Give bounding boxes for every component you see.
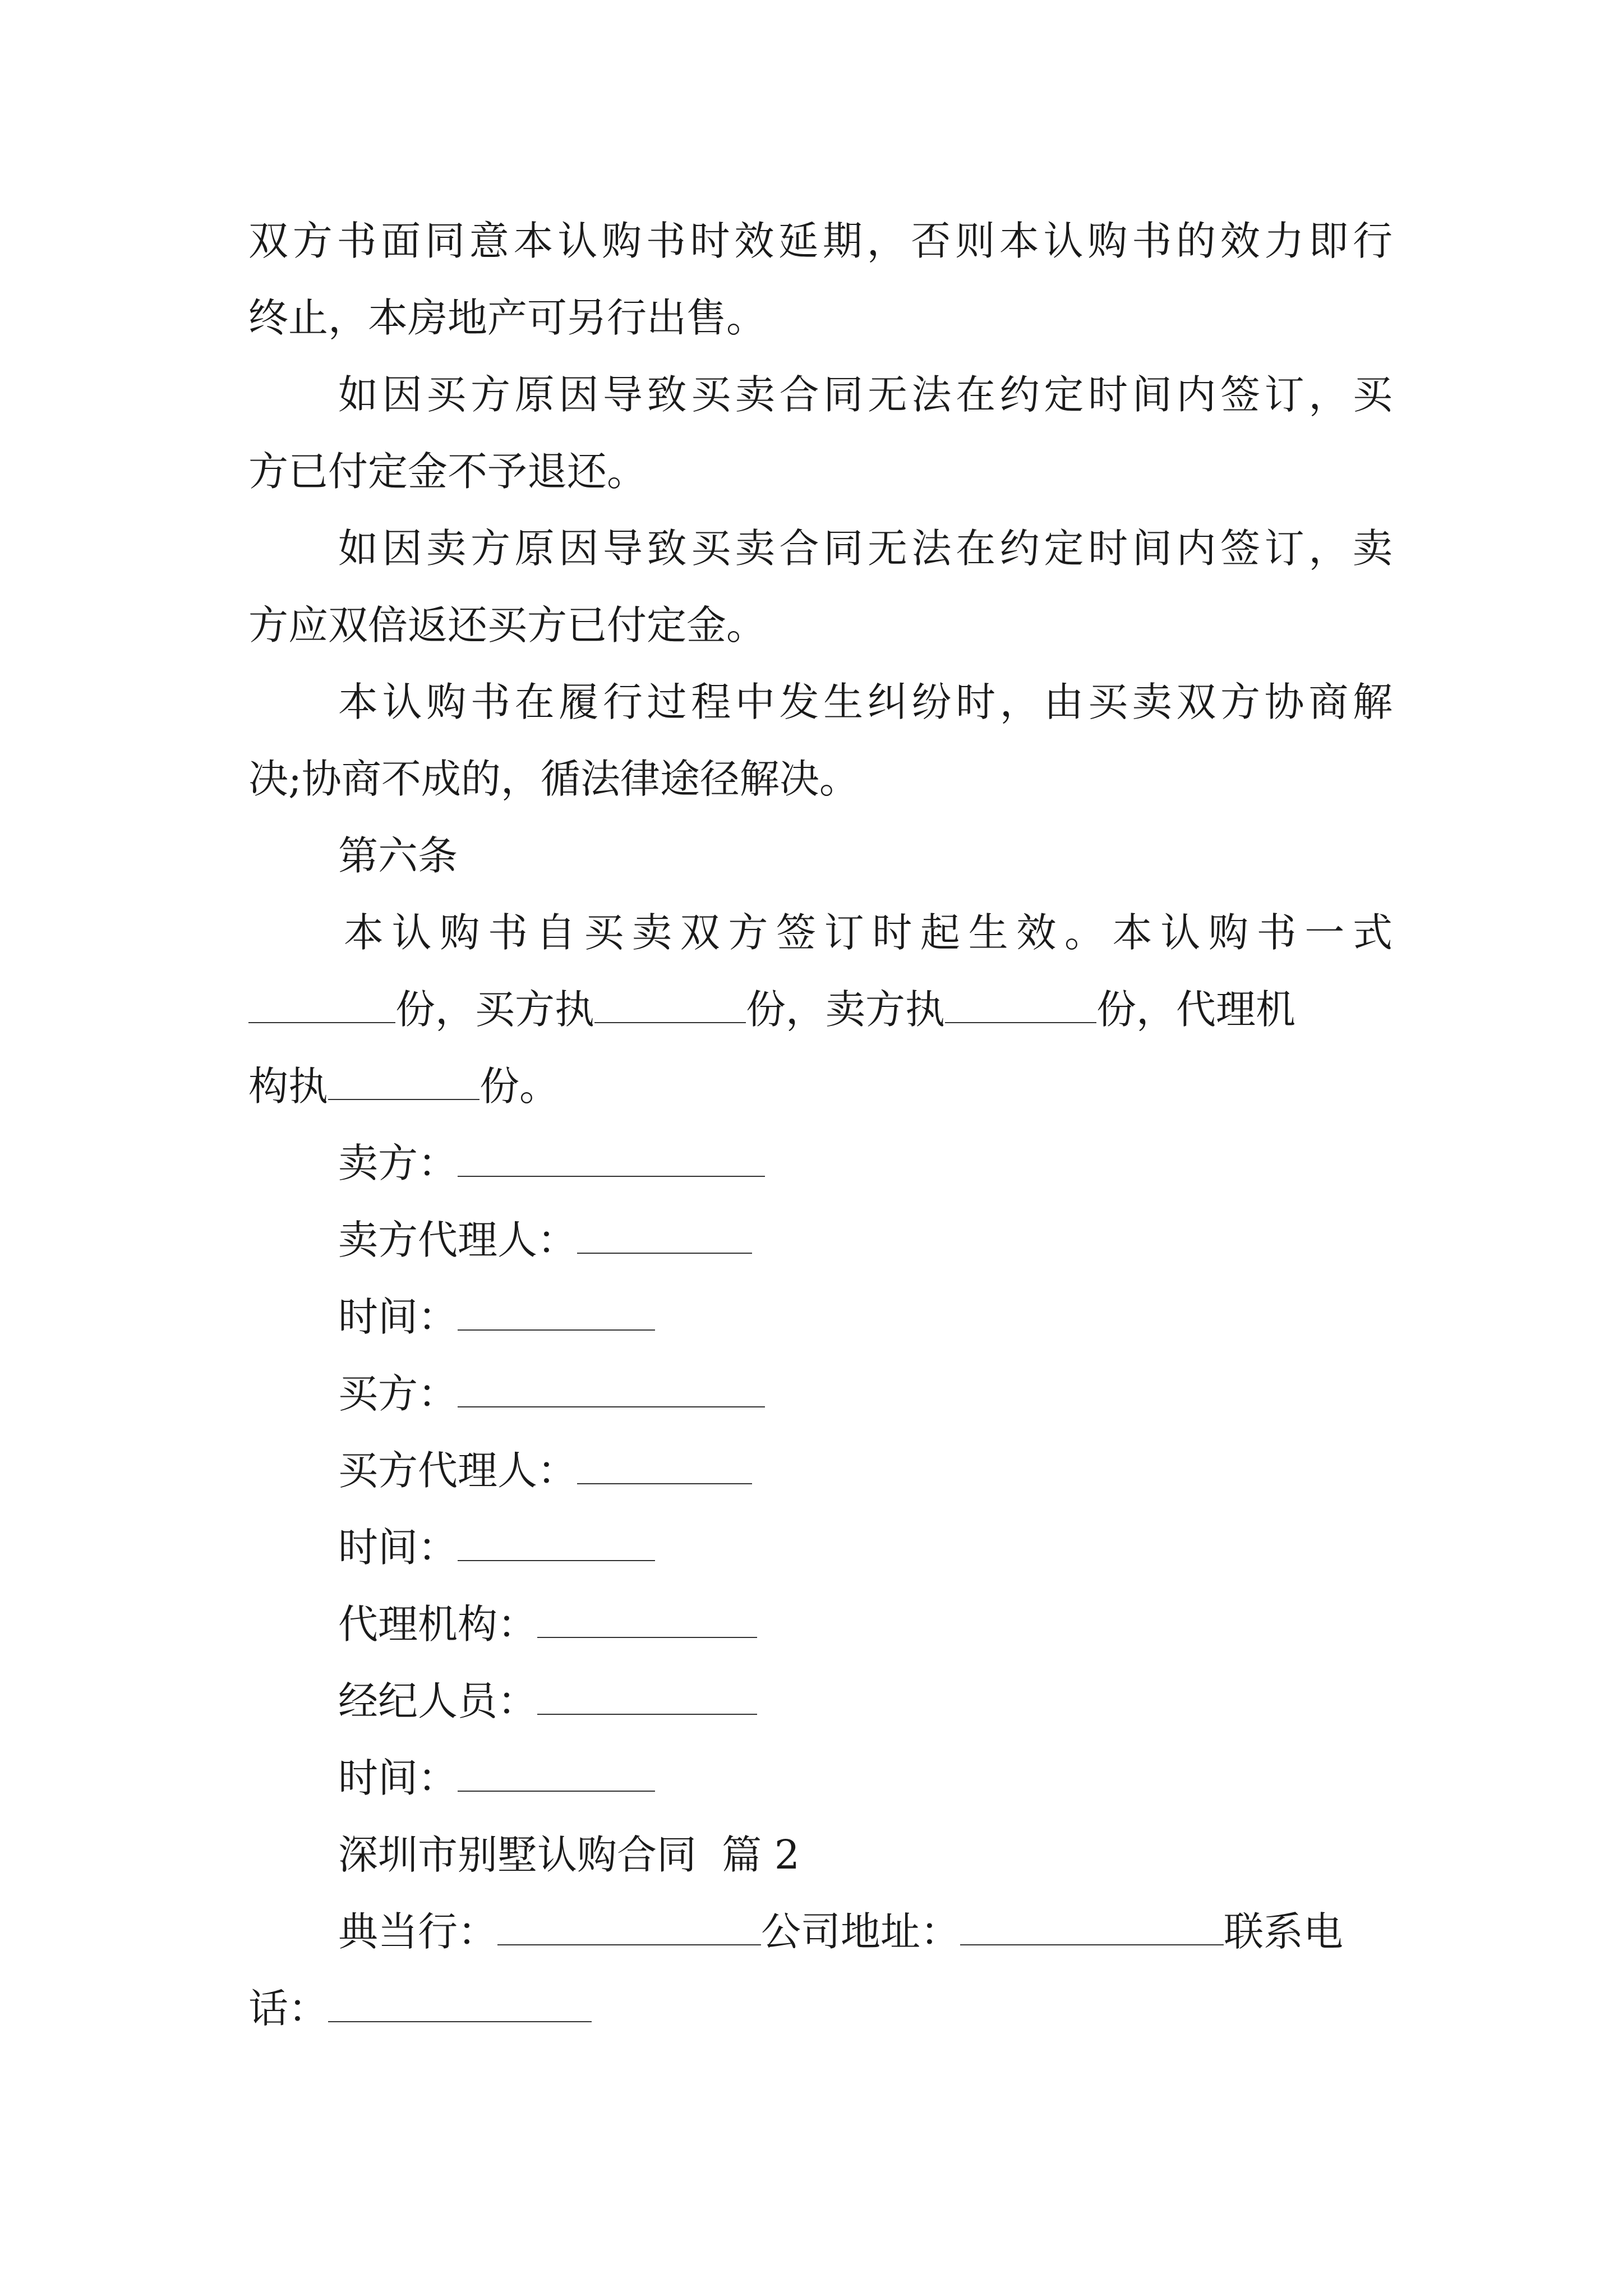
paragraph-line: 如因买方原因导致买卖合同无法在约定时间内签订，买 <box>338 371 1393 418</box>
paragraph-line: 方已付定金不予退还。 <box>248 448 647 495</box>
blank-field <box>497 1907 761 1945</box>
pawn-info-line <box>338 1904 1393 1960</box>
paragraph-line: 如因卖方原因导致买卖合同无法在约定时间内签订，卖 <box>338 525 1393 572</box>
blank-field <box>945 985 1096 1023</box>
blank-field <box>458 1369 765 1407</box>
blank-field <box>458 1523 655 1561</box>
blank-field <box>537 1677 757 1715</box>
signature-line <box>338 1443 1393 1499</box>
blank-field <box>248 985 395 1023</box>
copies-text: 份，代理机 <box>1096 986 1296 1033</box>
copies-text: 份，卖方执 <box>746 986 946 1033</box>
signature-label: 买方： <box>338 1370 458 1417</box>
copies-text: 份，买方执 <box>395 986 595 1033</box>
pawn-label: 公司地址： <box>761 1908 961 1955</box>
paragraph-line: 方应双倍返还买方已付定金。 <box>248 602 767 648</box>
paragraph-line: 终止，本房地产可另行出售。 <box>248 295 767 341</box>
copies-text: 份。 <box>479 1063 560 1110</box>
blank-field <box>960 1907 1224 1945</box>
blank-field <box>594 985 746 1023</box>
paragraph-line: 双方书面同意本认购书时效延期，否则本认购书的效力即行 <box>248 218 1393 264</box>
signature-line <box>338 1596 1393 1653</box>
copies-clause-line <box>248 982 1393 1038</box>
blank-field <box>577 1446 752 1484</box>
blank-field <box>328 1062 479 1100</box>
blank-field <box>458 1754 655 1792</box>
signature-line <box>338 1212 1393 1268</box>
pawn-label: 典当行： <box>338 1908 498 1955</box>
pawn-label: 联系电 <box>1224 1908 1344 1955</box>
signature-line <box>338 1520 1393 1576</box>
signature-label: 代理机构： <box>338 1601 538 1648</box>
signature-label: 时间： <box>338 1524 458 1571</box>
article-heading: 第六条 <box>338 832 458 879</box>
copies-text: 构执 <box>248 1063 329 1110</box>
copies-clause-line: 本认购书自买卖双方签订时起生效。本认购书一式 <box>344 909 1393 956</box>
copies-clause-line <box>248 1059 1393 1115</box>
signature-line <box>338 1289 1393 1345</box>
signature-label: 时间： <box>338 1294 458 1340</box>
blank-field <box>458 1139 765 1177</box>
pawn-label: 话： <box>248 1985 329 2032</box>
signature-line <box>338 1750 1393 1806</box>
signature-label: 买方代理人： <box>338 1447 578 1494</box>
signature-line <box>338 1135 1393 1191</box>
blank-field <box>328 1984 592 2022</box>
signature-label: 经纪人员： <box>338 1678 538 1724</box>
pawn-info-line <box>248 1981 1393 2037</box>
signature-line <box>338 1366 1393 1422</box>
signature-line <box>338 1673 1393 1729</box>
section-title: 深圳市别墅认购合同 篇 2 <box>338 1832 800 1878</box>
signature-label: 卖方代理人： <box>338 1217 578 1263</box>
blank-field <box>537 1600 757 1638</box>
blank-field <box>458 1292 655 1331</box>
paragraph-line: 本认购书在履行过程中发生纠纷时，由买卖双方协商解 <box>338 679 1393 725</box>
blank-field <box>577 1216 752 1254</box>
signature-label: 时间： <box>338 1755 458 1801</box>
paragraph-line: 决;协商不成的，循法律途径解决。 <box>248 756 859 802</box>
signature-label: 卖方： <box>338 1140 458 1186</box>
